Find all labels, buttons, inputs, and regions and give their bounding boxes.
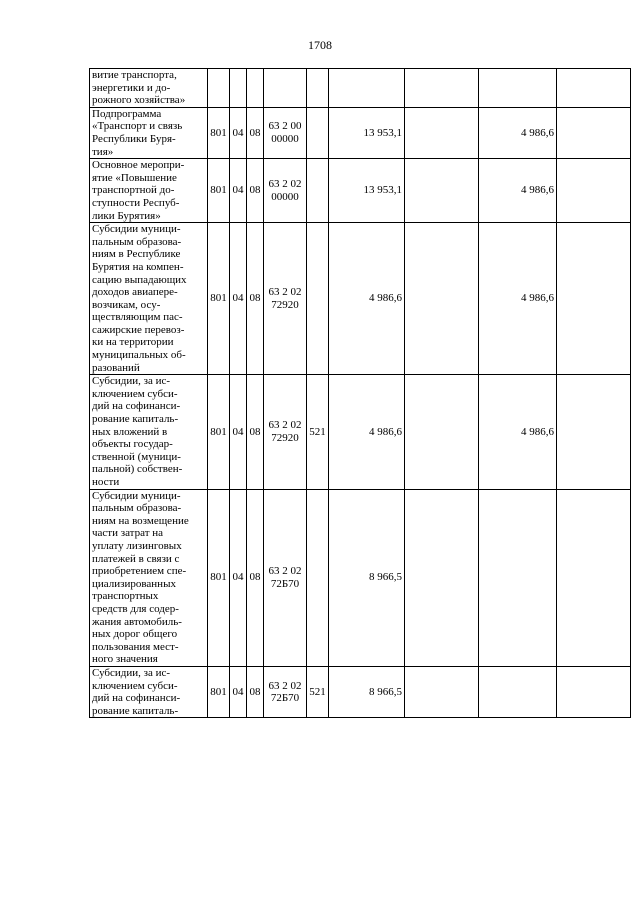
table-row bbox=[90, 69, 631, 108]
expense-type-cell bbox=[307, 69, 329, 108]
item-name-line: дий на софинанси- bbox=[92, 692, 181, 705]
section-code-cell: 04 bbox=[230, 489, 247, 666]
section-code-cell: 04 bbox=[230, 375, 247, 489]
amount-total-cell: 13 953,1 bbox=[329, 107, 405, 158]
item-name-line: дий на софинанси- bbox=[92, 400, 181, 413]
ministry-code-cell: 801 bbox=[208, 159, 230, 223]
item-name-line: платежей в связи с bbox=[92, 552, 180, 565]
target-article-line: 72Б70 bbox=[270, 692, 300, 705]
item-name-line: ключением субси- bbox=[92, 679, 178, 692]
item-name-line: жания автомобиль- bbox=[92, 615, 182, 628]
item-name-line: «Транспорт и связь bbox=[92, 120, 183, 133]
item-name-cell bbox=[90, 69, 208, 108]
section-code-cell: 04 bbox=[230, 666, 247, 717]
item-name-line: возчикам, осу- bbox=[92, 298, 161, 311]
target-article-line: 00000 bbox=[271, 190, 299, 203]
item-name-line: витие транспорта, bbox=[92, 69, 177, 81]
item-name-line: Республики Буря- bbox=[92, 132, 176, 145]
subsection-code-cell bbox=[247, 69, 264, 108]
amount-cell bbox=[557, 159, 631, 223]
amount-cell bbox=[557, 666, 631, 717]
ministry-code-cell: 801 bbox=[208, 223, 230, 375]
target-article-cell bbox=[264, 666, 307, 717]
table-row bbox=[90, 107, 631, 158]
item-name-line: энергетики и до- bbox=[92, 81, 171, 94]
item-name-line: ности bbox=[92, 476, 120, 488]
expense-type-cell bbox=[307, 223, 329, 375]
item-name-line: объекты государ- bbox=[92, 438, 173, 451]
section-code-cell: 04 bbox=[230, 159, 247, 223]
budget-table bbox=[89, 68, 631, 718]
item-name-line: ключением субси- bbox=[92, 387, 178, 400]
amount-cell: 4 986,6 bbox=[479, 375, 557, 489]
target-article-line: 72Б70 bbox=[270, 577, 300, 590]
amount-cell bbox=[405, 107, 479, 158]
ministry-code-cell bbox=[208, 69, 230, 108]
ministry-code-cell: 801 bbox=[208, 375, 230, 489]
item-name-line: Подпрограмма bbox=[92, 107, 162, 120]
item-name-line: пальным образова- bbox=[92, 502, 182, 515]
table-row bbox=[90, 375, 631, 489]
amount-cell bbox=[405, 223, 479, 375]
item-name-line: Основное меропри- bbox=[92, 159, 185, 172]
table-row bbox=[90, 223, 631, 375]
subsection-code-cell: 08 bbox=[247, 666, 264, 717]
item-name-cell bbox=[90, 666, 208, 717]
item-name-line: уплату лизинговых bbox=[92, 539, 182, 552]
item-name-line: ществляющим пас- bbox=[92, 311, 183, 324]
item-name-line: ного значения bbox=[92, 653, 158, 666]
subsection-code-cell: 08 bbox=[247, 107, 264, 158]
amount-cell bbox=[479, 69, 557, 108]
target-article-line: 63 2 00 bbox=[268, 120, 302, 133]
item-name-line: части затрат на bbox=[92, 527, 164, 540]
item-name-line: рожного хозяйства» bbox=[92, 94, 186, 107]
amount-total-cell: 4 986,6 bbox=[329, 375, 405, 489]
target-article-line: 00000 bbox=[271, 132, 299, 145]
amount-cell bbox=[405, 375, 479, 489]
amount-cell bbox=[557, 69, 631, 108]
target-article-line: 63 2 02 bbox=[268, 419, 302, 432]
target-article-line: 63 2 02 bbox=[268, 565, 302, 578]
item-name-line: ниям на возмещение bbox=[92, 514, 189, 527]
item-name-line: муниципальных об- bbox=[92, 349, 186, 362]
subsection-code-cell: 08 bbox=[247, 159, 264, 223]
item-name-line: циализированных bbox=[92, 577, 176, 590]
page-number: 1708 bbox=[308, 38, 332, 52]
section-code-cell bbox=[230, 69, 247, 108]
expense-type-cell: 521 bbox=[307, 375, 329, 489]
amount-cell: 4 986,6 bbox=[479, 107, 557, 158]
amount-total-cell: 4 986,6 bbox=[329, 223, 405, 375]
item-name-line: средств для содер- bbox=[92, 602, 179, 615]
amount-cell bbox=[405, 159, 479, 223]
item-name-line: ных вложений в bbox=[92, 425, 168, 438]
expense-type-cell bbox=[307, 159, 329, 223]
amount-cell bbox=[557, 375, 631, 489]
item-name-line: лики Бурятия» bbox=[92, 209, 161, 222]
item-name-line: транспортной до- bbox=[92, 184, 175, 197]
item-name-line: транспортных bbox=[92, 590, 159, 603]
amount-cell bbox=[405, 489, 479, 666]
section-code-cell: 04 bbox=[230, 107, 247, 158]
amount-total-cell: 8 966,5 bbox=[329, 666, 405, 717]
amount-cell bbox=[405, 666, 479, 717]
target-article-cell bbox=[264, 159, 307, 223]
item-name-line: сажирские перевоз- bbox=[92, 323, 185, 336]
item-name-line: сацию выпадающих bbox=[92, 273, 187, 286]
table-row bbox=[90, 489, 631, 666]
item-name-cell bbox=[90, 375, 208, 489]
item-name-line: Субсидии муници- bbox=[92, 223, 181, 236]
expense-type-cell bbox=[307, 489, 329, 666]
amount-cell bbox=[557, 489, 631, 666]
target-article-line: 63 2 02 bbox=[268, 679, 302, 692]
subsection-code-cell: 08 bbox=[247, 375, 264, 489]
item-name-line: тия» bbox=[92, 145, 114, 158]
item-name-line: ниям в Республике bbox=[92, 248, 181, 261]
item-name-line: ступности Респуб- bbox=[92, 196, 180, 209]
item-name-line: пальным образова- bbox=[92, 235, 182, 248]
ministry-code-cell: 801 bbox=[208, 107, 230, 158]
target-article-cell bbox=[264, 223, 307, 375]
item-name-cell bbox=[90, 107, 208, 158]
target-article-line: 72920 bbox=[271, 298, 299, 311]
target-article-cell bbox=[264, 375, 307, 489]
item-name-line: разований bbox=[92, 361, 140, 374]
ministry-code-cell: 801 bbox=[208, 489, 230, 666]
item-name-line: ятие «Повышение bbox=[92, 171, 177, 184]
item-name-line: ных дорог общего bbox=[92, 628, 178, 641]
amount-total-cell bbox=[329, 69, 405, 108]
target-article-line: 72920 bbox=[271, 431, 299, 444]
target-article-line: 63 2 02 bbox=[268, 178, 302, 191]
target-article-line: 63 2 02 bbox=[268, 286, 302, 299]
table-row bbox=[90, 159, 631, 223]
section-code-cell: 04 bbox=[230, 223, 247, 375]
item-name-cell bbox=[90, 223, 208, 375]
item-name-line: Субсидии, за ис- bbox=[92, 375, 171, 388]
amount-cell bbox=[557, 107, 631, 158]
item-name-line: пользования мест- bbox=[92, 640, 179, 653]
item-name-line: Субсидии муници- bbox=[92, 489, 181, 502]
amount-cell bbox=[405, 69, 479, 108]
item-name-line: ственной (муници- bbox=[92, 450, 181, 463]
amount-cell: 4 986,6 bbox=[479, 223, 557, 375]
expense-type-cell bbox=[307, 107, 329, 158]
target-article-cell bbox=[264, 489, 307, 666]
amount-cell bbox=[479, 489, 557, 666]
subsection-code-cell: 08 bbox=[247, 489, 264, 666]
item-name-line: Бурятия на компен- bbox=[92, 260, 184, 273]
target-article-cell bbox=[264, 69, 307, 108]
item-name-line: пальной) собствен- bbox=[92, 463, 183, 476]
item-name-line: рование капиталь- bbox=[92, 704, 179, 717]
amount-total-cell: 8 966,5 bbox=[329, 489, 405, 666]
table-row bbox=[90, 666, 631, 717]
amount-cell bbox=[479, 666, 557, 717]
item-name-line: Субсидии, за ис- bbox=[92, 666, 171, 679]
item-name-line: приобретением спе- bbox=[92, 565, 187, 578]
item-name-line: ки на территории bbox=[92, 336, 174, 349]
ministry-code-cell: 801 bbox=[208, 666, 230, 717]
expense-type-cell: 521 bbox=[307, 666, 329, 717]
amount-cell: 4 986,6 bbox=[479, 159, 557, 223]
amount-cell bbox=[557, 223, 631, 375]
item-name-line: рование капиталь- bbox=[92, 413, 179, 426]
target-article-cell bbox=[264, 107, 307, 158]
subsection-code-cell: 08 bbox=[247, 223, 264, 375]
item-name-line: доходов авиапере- bbox=[92, 286, 178, 299]
amount-total-cell: 13 953,1 bbox=[329, 159, 405, 223]
item-name-cell bbox=[90, 489, 208, 666]
item-name-cell bbox=[90, 159, 208, 223]
